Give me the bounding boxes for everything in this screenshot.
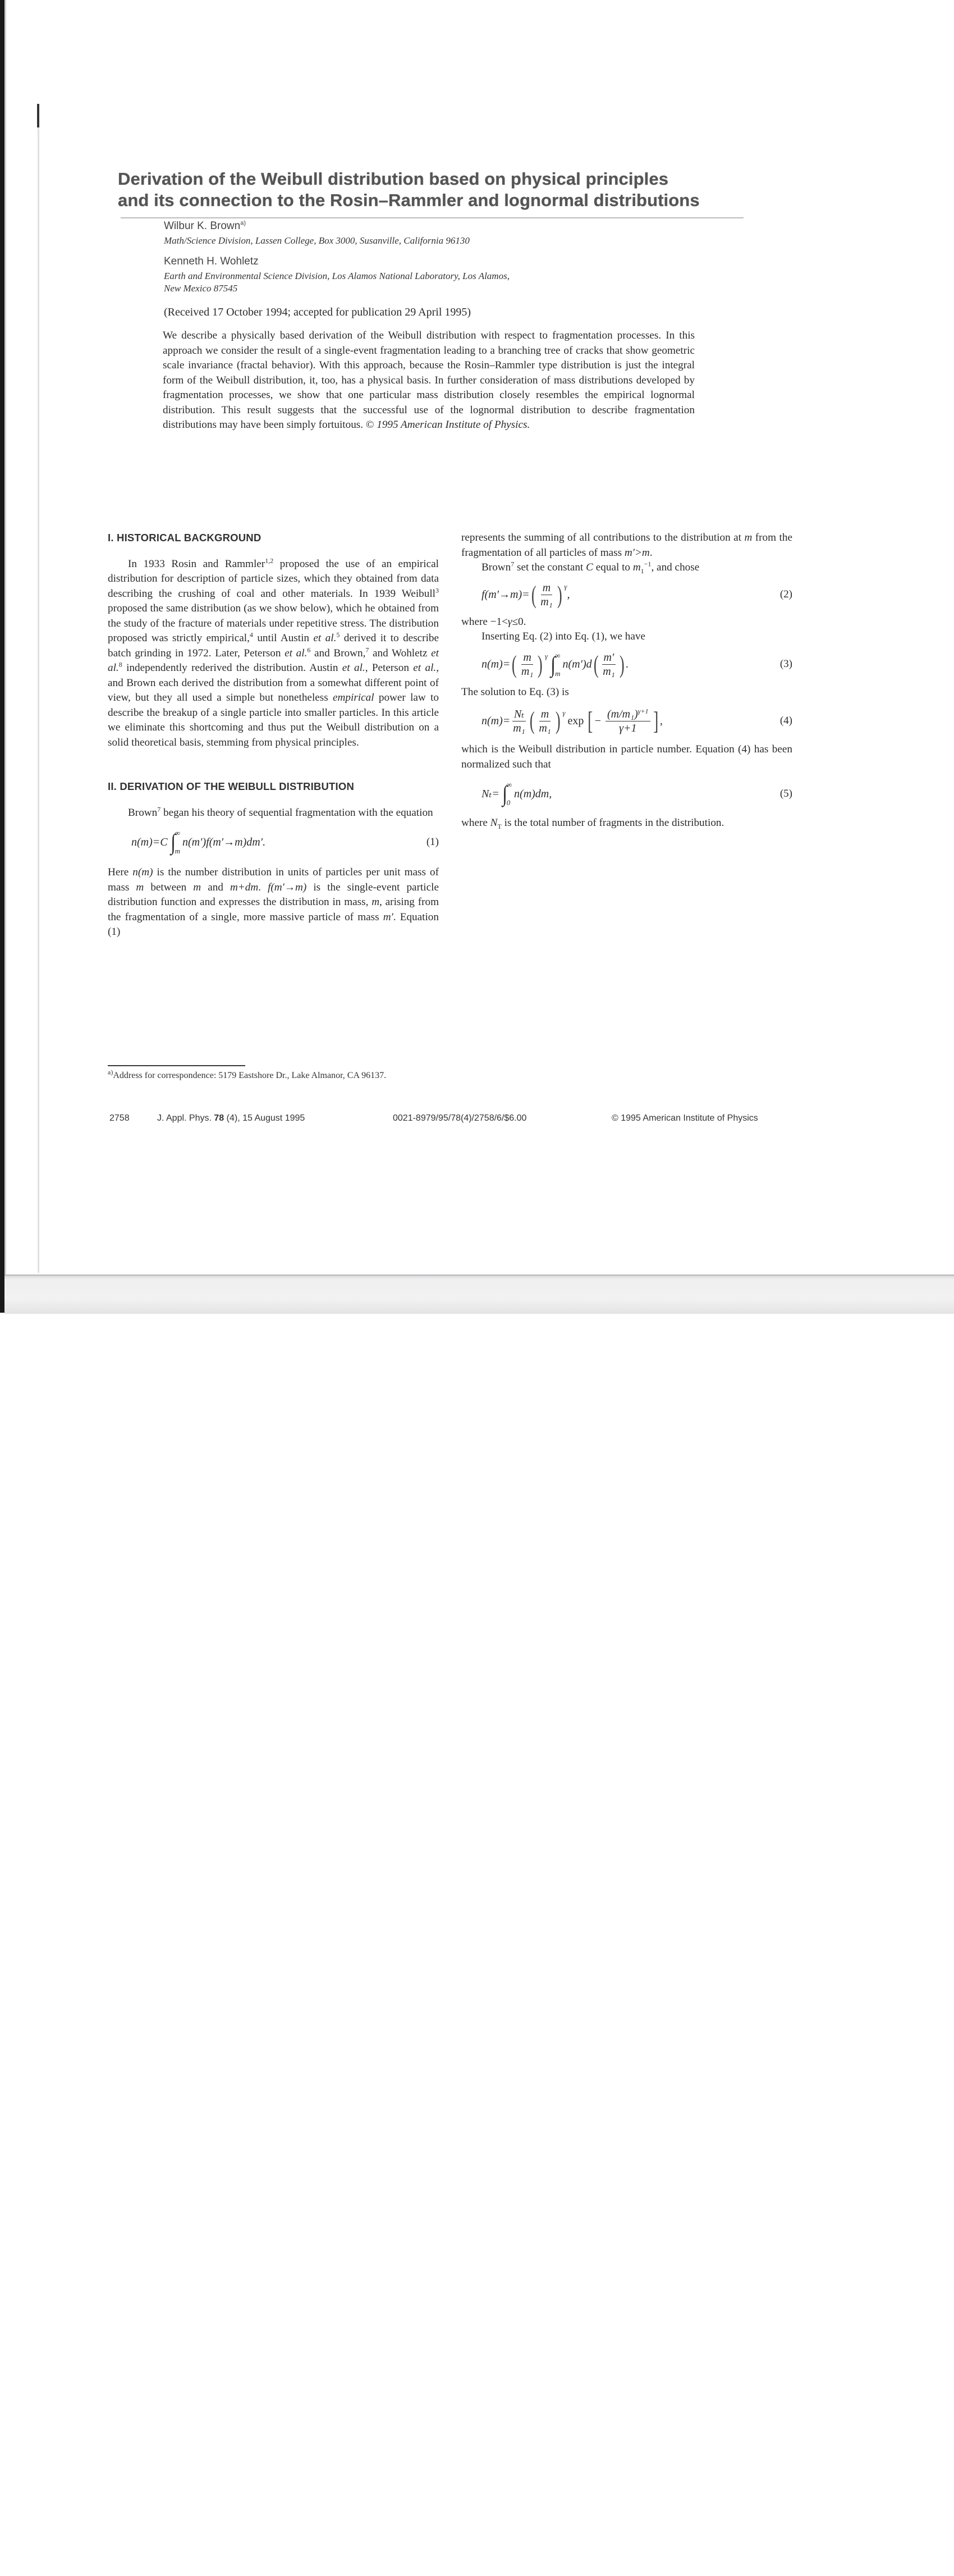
left-column [108,531,439,940]
numerator-base: (m/m₁) [607,707,638,720]
numerator: m′ [602,651,616,665]
equation-number: (5) [779,787,792,800]
equation-5 [461,772,792,816]
text: represents the summing of all contributions to the distribution at [461,532,745,543]
math: m′ [383,911,393,923]
numerator-exponent: γ+1 [637,706,649,715]
title-rule [121,217,744,218]
journal-name: J. Appl. Phys. [157,1113,214,1123]
right-paragraph-6: which is the Weibull distribution in particle number. Equation (4) has been normalized such that [461,743,792,770]
minus-sign: − [594,714,602,727]
eq-tail: , [567,588,570,601]
margin-line [38,127,39,1273]
eq-lhs: n(m)= [481,658,511,671]
citation: 3 [435,586,439,595]
emphasis: empirical [333,692,374,704]
text: proposed the use of an empirical distribution for description of particle sizes, which they obtained from data describing the crushing of coal and other materials. In 1939 Weibull [108,558,439,600]
text: and Wohletz [369,647,432,659]
footnote [108,1070,444,1081]
fraction [520,651,535,678]
eq-tail: , [659,714,663,727]
text: equal to [593,561,633,573]
lower-limit: 0 [506,798,511,807]
exponent: γ [544,652,548,661]
text: power law to describe the breakup of a single particle into smaller particles. In this article we eliminate this shortcoming and thus put the Weibull distribution on a solid theoretical basis, stemming from physical principles. [108,692,439,748]
citation: 7 [157,805,161,814]
equation-1-body [131,829,265,855]
denominator: m₁ [539,721,551,734]
math-superscript: −1 [644,560,652,568]
text: , and Brown each derived the distribution from a somewhat different point of view, but they all used a simple but nonetheless [108,662,439,704]
equation-5-body [481,781,552,807]
math-subscript: T [497,822,502,830]
fraction [601,651,616,678]
citation: 4 [249,631,253,639]
eq-lhs: n(m)= [481,714,511,727]
equation-3 [461,645,792,685]
journal-citation [157,1113,305,1123]
section-2-heading: II. DERIVATION OF THE WEIBULL DISTRIBUTION [108,780,355,792]
upper-limit: ∞ [555,651,561,660]
integral-sign: ∫ ∞ m [551,651,561,678]
text: set the constant [514,561,586,573]
abstract-text: We describe a physically based derivation of the Weibull distribution with respect to fragmentation processes. In this approach we consider the result of a single-event fragmentation leading to a branching tree of cracks that show geometric scale invariance (fractal behavior). With this approach, because the Rosin–Rammler type distribution is just the integral form of the Weibull distribution, it, too, has a physical basis. In further consideration of mass distributions developed by fragmentation processes, we show that one particular mass distribution closely resembles the empirical lognormal distribution. This result suggests that the successful use of the lognormal distribution to describe fragmentation distributions may have been simply fortuitous. © [163,330,695,431]
equation-3-body: n(m)= ( $\frac{m}{\text{m₁}}$ ) γ ∫ ∞ m n(m′)d ( $\frac{m'}{\text{m₁}}$ ) . [481,651,629,678]
denominator: γ+1 [619,721,637,734]
exponent: γ [564,582,567,591]
math: C [586,561,593,573]
author-1-name: Wilbur K. Brown [164,220,241,232]
footnote-marker: a) [108,1068,113,1076]
text: Brown [128,806,158,819]
integral-sign: ∫ ∞ 0 [502,780,512,807]
denominator: m₁ [540,596,553,608]
et-al: et al. [108,647,439,674]
section-2-paragraph-1 [108,806,439,821]
eq-integrand: n(m′)f(m′→m)dm′. [182,835,266,848]
text: . [258,881,268,893]
equation-number: (1) [426,835,439,848]
math: n(m) [132,866,153,878]
math: γ [507,615,512,628]
abstract-copyright: 1995 American Institute of Physics. [377,419,530,431]
denominator: m₁ [603,665,615,678]
lower-limit: m [175,847,180,855]
footer-copyright: © 1995 American Institute of Physics [612,1113,758,1123]
equation-number: (2) [779,588,792,601]
text: In 1933 Rosin and Rammler [128,558,265,570]
text: derived it to describe batch grinding in 1972. Later, Peterson [108,632,439,659]
math: m [632,561,641,573]
author-1 [164,220,246,232]
text: , and chose [651,561,700,573]
scan-left-border [0,0,4,1313]
footnote-text: Address for correspondence: 5179 Eastshore Dr., Lake Almanor, CA 96137. [113,1071,387,1080]
abstract [163,328,695,433]
text: from the fragmentation of all particles of mass [461,532,792,559]
scanner-perforations [13,2570,954,2576]
journal-volume: 78 [214,1113,224,1123]
right-paragraph-5: The solution to Eq. (3) is [461,686,569,698]
author-1-affiliation: Math/Science Division, Lassen College, Box 3000, Susanville, California 96130 [164,235,470,246]
author-2-name: Kenneth H. Wohletz [164,255,259,267]
citation: 6 [307,646,311,654]
section-1-paragraph [108,557,439,751]
right-paragraph-2 [461,560,792,576]
text: where [461,817,490,829]
equation-2-body: f(m′→m)= ( $\frac{m}{\text{m₁}}$ ) γ , [481,581,570,609]
received-dates: (Received 17 October 1994; accepted for publication 29 April 1995) [164,306,471,318]
lower-limit: m [555,669,561,678]
et-al: et al. [342,662,365,674]
math: m [136,881,144,893]
right-paragraph-7 [461,816,792,831]
text: until Austin [253,632,314,644]
eq-lhs: f(m′→m)= [481,588,530,601]
right-paragraph-4: Inserting Eq. (2) into Eq. (1), we have [481,631,645,642]
title-line-1: Derivation of the Weibull distribution based on physical principles [118,169,669,189]
author-2-affiliation-line-1: Earth and Environmental Science Division, Los Alamos National Laboratory, Los Alamos, [164,271,510,281]
citation: 7 [365,646,369,654]
eq-lhs: n(m)=C [131,835,168,848]
author-2-affiliation-line-2: New Mexico 87545 [164,283,238,294]
math: N [490,817,498,829]
et-al: et al. [413,662,437,674]
text: , Peterson [365,662,414,674]
footnote-rule [108,1065,245,1066]
numerator: m [539,707,551,721]
text: is the single-event particle distribution function and expresses the distribution in mass, [108,881,439,908]
author-2 [164,255,259,268]
article-title [118,168,763,211]
numerator: m [521,651,533,665]
author-1-marker: a) [240,220,246,227]
exponent: γ [562,708,566,717]
title-line-2: and its connection to the Rosin–Rammler and lognormal distributions [118,190,700,210]
text: Here [108,866,133,878]
fraction [539,581,554,609]
math: f(m′→m) [268,881,307,893]
eq-lhs: Nₜ= [481,787,499,800]
text: began his theory of sequential fragmentation with the equation [160,806,433,819]
text: , arising from the fragmentation of a single, more massive particle of mass [108,896,439,923]
right-paragraph-1 [461,531,792,560]
citation: 1,2 [265,556,274,565]
text: independently rederived the distribution. Austin [122,662,342,674]
article-code: 0021-8979/95/78(4)/2758/6/$6.00 [393,1113,527,1123]
equation-number: (3) [779,658,792,670]
journal-issue-date: (4), 15 August 1995 [224,1113,305,1123]
fraction [537,707,552,735]
math: m [193,881,201,893]
numerator: m [541,581,552,595]
margin-mark [37,104,39,127]
math: m′>m [624,546,650,559]
right-column [461,531,792,831]
eq-tail: . [626,658,629,671]
scanner-strip [4,1275,954,1314]
integral-sign: ∫ ∞ m [170,829,180,855]
exp-function: exp [567,714,584,727]
equation-number: (4) [779,714,792,727]
text: proposed the same distribution (as we show below), which he obtained from the study of the fracture of materials under repetitive stress. The distribution proposed was strictly empirical, [108,602,439,644]
fraction [511,707,526,735]
numerator: Nₜ [512,707,526,721]
text: . Equation (1) [108,911,439,938]
citation: 8 [118,660,122,669]
fraction [606,707,650,735]
upper-limit: ∞ [175,829,180,837]
math: m [371,896,380,908]
et-al: et al. [285,647,308,659]
math-subscript: 1 [640,567,644,575]
eq-integrand: n(m′)d [562,658,592,671]
text: between [144,881,194,893]
text: Brown [481,561,511,573]
text: and [201,881,230,893]
page-number: 2758 [109,1113,130,1123]
citation: 7 [511,560,515,568]
author-2-affiliation [164,270,669,295]
text: ≤0. [512,615,526,628]
equation-4-body: n(m)= $\frac{\text{Nₜ}}{\text{m₁}}$ ( $\frac{m}{\text{m₁}}$ ) γ exp [ − $\frac{(m/m_1)^{\gamma+1}}{\gamma+1}$ ] , [481,706,663,735]
section-1-heading: I. HISTORICAL BACKGROUND [108,532,262,543]
math: m [744,532,753,543]
equation-4 [461,700,792,742]
right-paragraph-3 [461,615,792,630]
denominator: m₁ [513,721,525,734]
et-al: et al. [313,632,337,644]
text: and Brown, [310,647,366,659]
section-2-paragraph-2 [108,865,439,940]
math: m+dm [230,881,259,893]
eq-integrand: n(m)dm, [514,787,552,800]
text: where −1< [461,615,508,628]
text: is the number distribution in units of particles per unit mass of mass [108,866,439,893]
citation: 5 [336,631,340,639]
scan-left-border-shadow [4,0,6,1313]
numerator [606,707,650,721]
denominator: m₁ [521,665,534,678]
equation-2 [461,576,792,615]
text: . [649,546,653,559]
text: is the total number of fragments in the distribution. [501,817,724,829]
equation-1 [108,820,439,864]
upper-limit: ∞ [506,780,512,789]
